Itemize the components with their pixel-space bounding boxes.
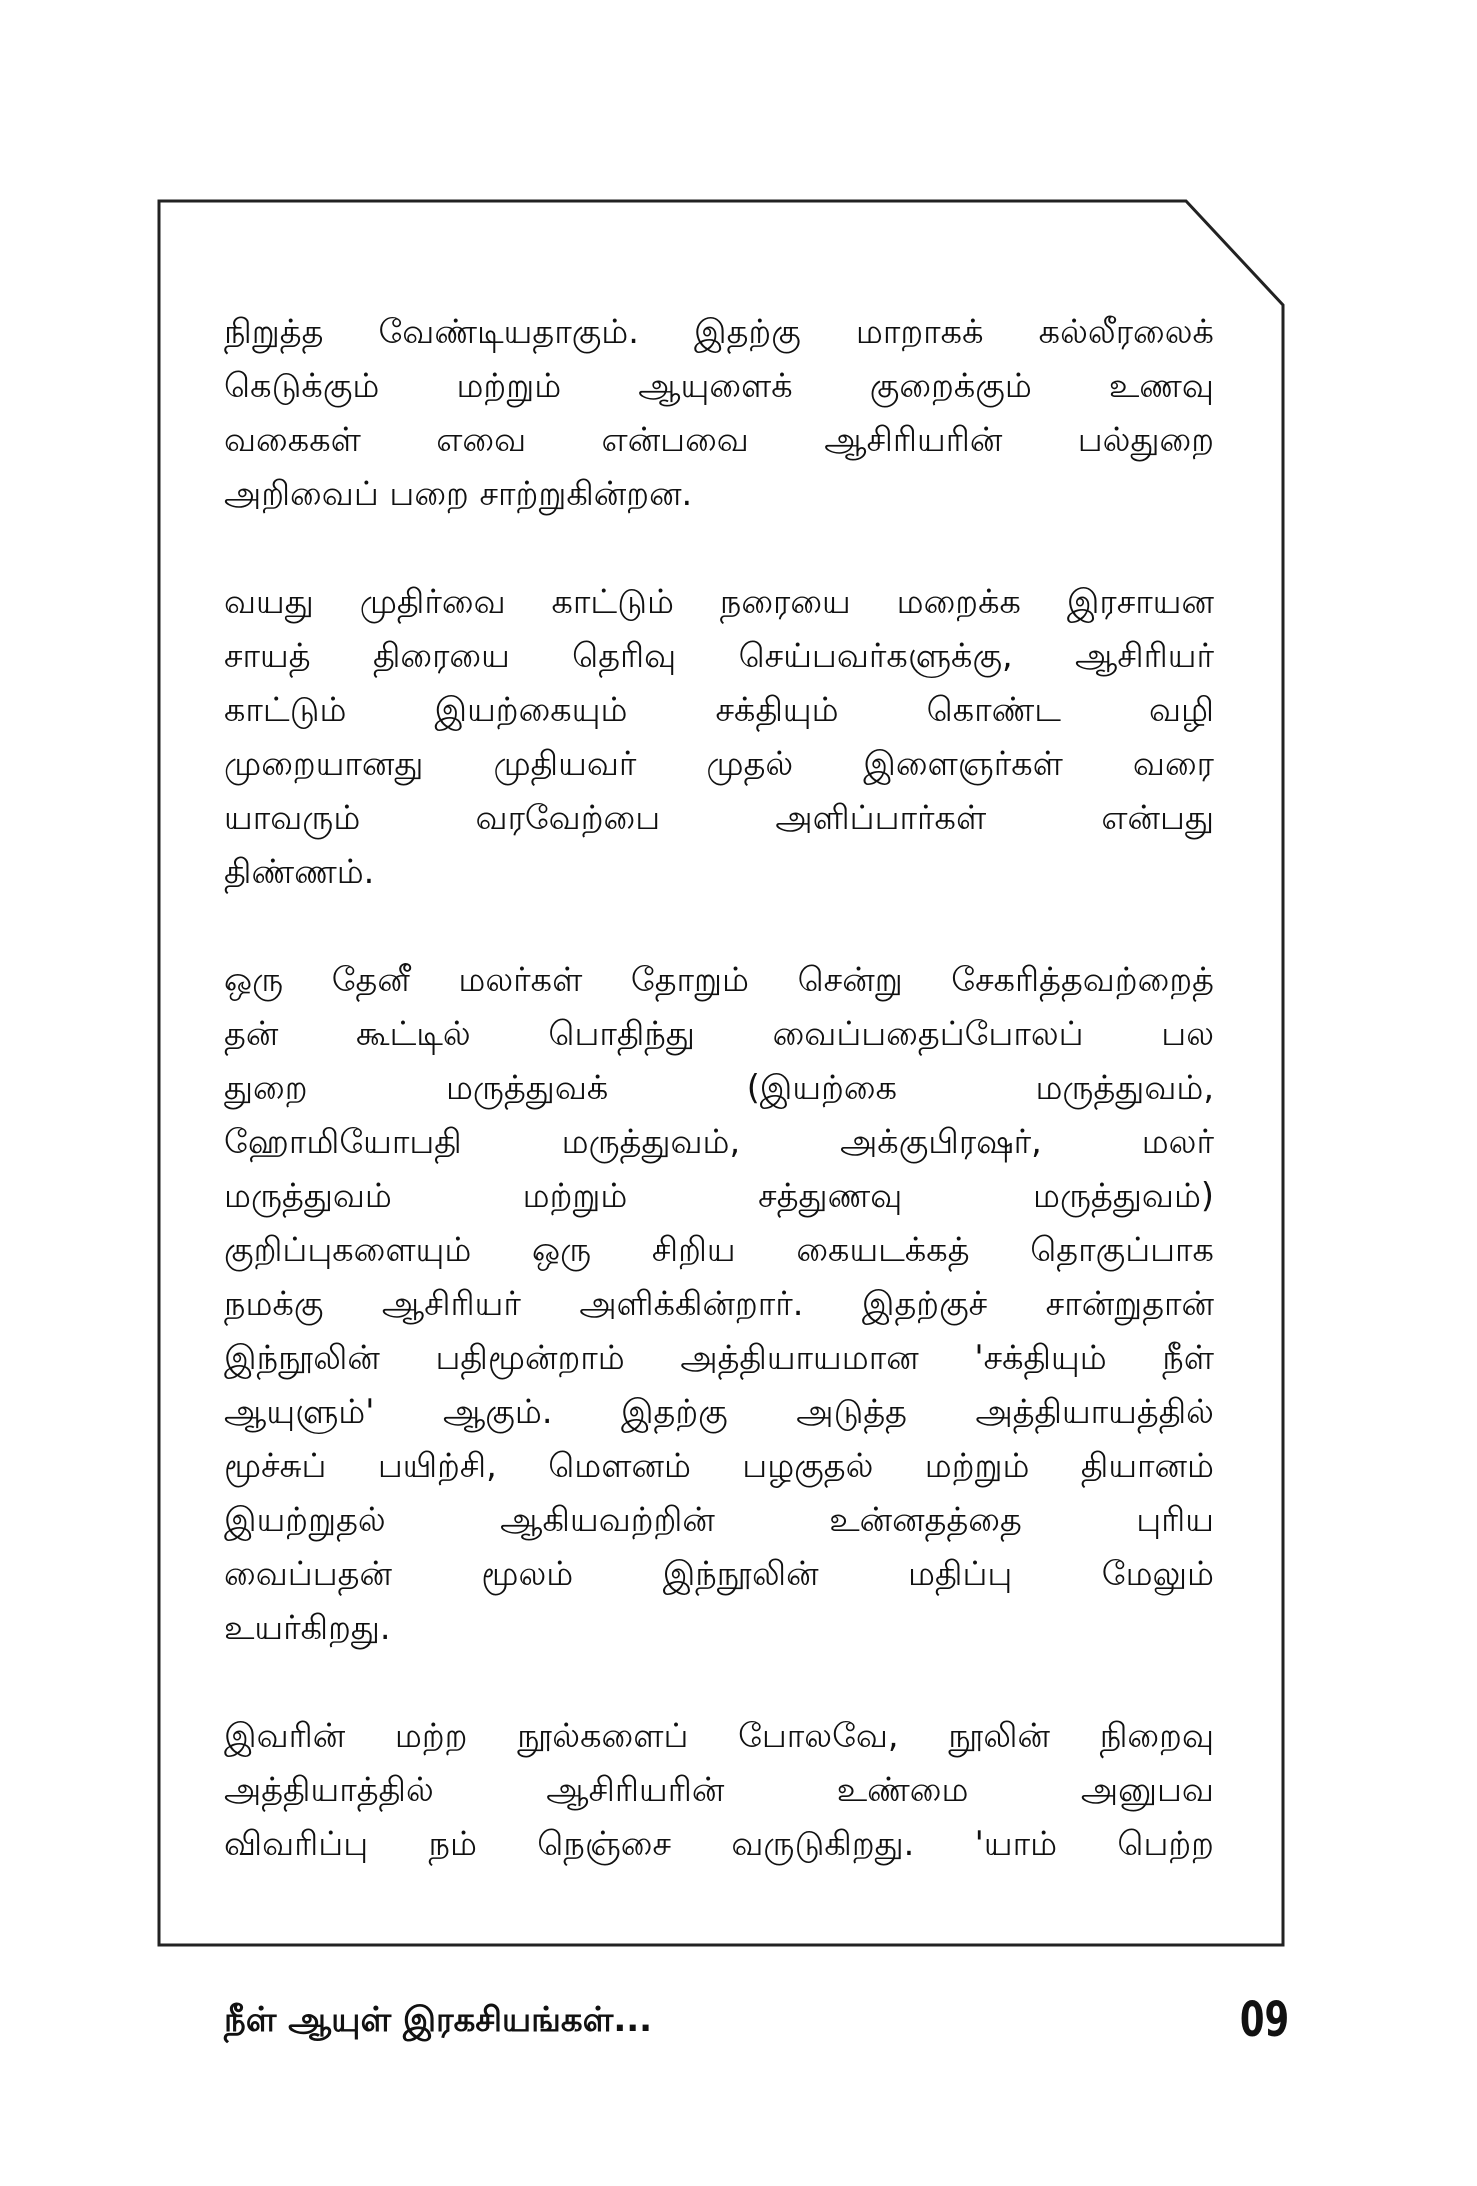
paragraph-2 <box>224 575 1214 899</box>
running-footer-title: நீள் ஆயுள் இரகசியங்கள்... <box>224 2000 653 2040</box>
text-line: கெடுக்கும் மற்றும் ஆயுளைக் குறைக்கும் உணவு <box>224 366 1214 405</box>
text-line: நிறுத்த வேண்டியதாகும். இதற்கு மாறாகக் கல்லீரலைக் <box>224 312 1214 351</box>
text-line: மருத்துவம் மற்றும் சத்துணவு மருத்துவம்) <box>224 1176 1214 1215</box>
text-line: தன் கூட்டில் பொதிந்து வைப்பதைப்போலப் பல <box>224 1014 1214 1053</box>
paragraph-3 <box>224 953 1214 1655</box>
text-line: இவரின் மற்ற நூல்களைப் போலவே, நூலின் நிறைவு <box>224 1716 1214 1755</box>
text-line: ஒரு தேனீ மலர்கள் தோறும் சென்று சேகரித்தவற்றைத் <box>224 960 1214 999</box>
text-line: காட்டும் இயற்கையும் சக்தியும் கொண்ட வழி <box>224 690 1214 729</box>
text-line: திண்ணம். <box>224 852 375 891</box>
text-line: துறை மருத்துவக் (இயற்கை மருத்துவம், <box>224 1068 1214 1107</box>
text-line: அத்தியாத்தில் ஆசிரியரின் உண்மை அனுபவ <box>224 1770 1214 1809</box>
text-line: இந்நூலின் பதிமூன்றாம் அத்தியாயமான 'சக்தியும் நீள் <box>224 1338 1214 1377</box>
text-line: யாவரும் வரவேற்பை அளிப்பார்கள் என்பது <box>224 798 1214 837</box>
text-line: அறிவைப் பறை சாற்றுகின்றன. <box>224 474 693 513</box>
paragraph-4 <box>224 1709 1214 1871</box>
body-text <box>224 305 1214 1925</box>
text-line: சாயத் திரையை தெரிவு செய்பவர்களுக்கு, ஆசிரியர் <box>224 636 1214 675</box>
text-line: விவரிப்பு நம் நெஞ்சை வருடுகிறது. 'யாம் பெற்ற <box>224 1824 1214 1863</box>
text-line: முறையானது முதியவர் முதல் இளைஞர்கள் வரை <box>224 744 1214 783</box>
text-line: குறிப்புகளையும் ஒரு சிறிய கையடக்கத் தொகுப்பாக <box>224 1230 1214 1269</box>
text-line: ஹோமியோபதி மருத்துவம், அக்குபிரஷர், மலர் <box>224 1122 1214 1161</box>
text-line: வகைகள் எவை என்பவை ஆசிரியரின் பல்துறை <box>224 420 1214 459</box>
text-line: வைப்பதன் மூலம் இந்நூலின் மதிப்பு மேலும் <box>224 1554 1214 1593</box>
text-line: வயது முதிர்வை காட்டும் நரையை மறைக்க இரசாயன <box>224 582 1214 621</box>
text-line: நமக்கு ஆசிரியர் அளிக்கின்றார். இதற்குச் சான்றுதான் <box>224 1284 1214 1323</box>
text-line: உயர்கிறது. <box>224 1608 391 1647</box>
page-number: 09 <box>1239 1992 1289 2048</box>
paragraph-1 <box>224 305 1214 521</box>
text-line: இயற்றுதல் ஆகியவற்றின் உன்னதத்தை புரிய <box>224 1500 1214 1539</box>
text-line: மூச்சுப் பயிற்சி, மௌனம் பழகுதல் மற்றும் தியானம் <box>224 1446 1214 1485</box>
text-line: ஆயுளும்' ஆகும். இதற்கு அடுத்த அத்தியாயத்தில் <box>224 1392 1214 1431</box>
